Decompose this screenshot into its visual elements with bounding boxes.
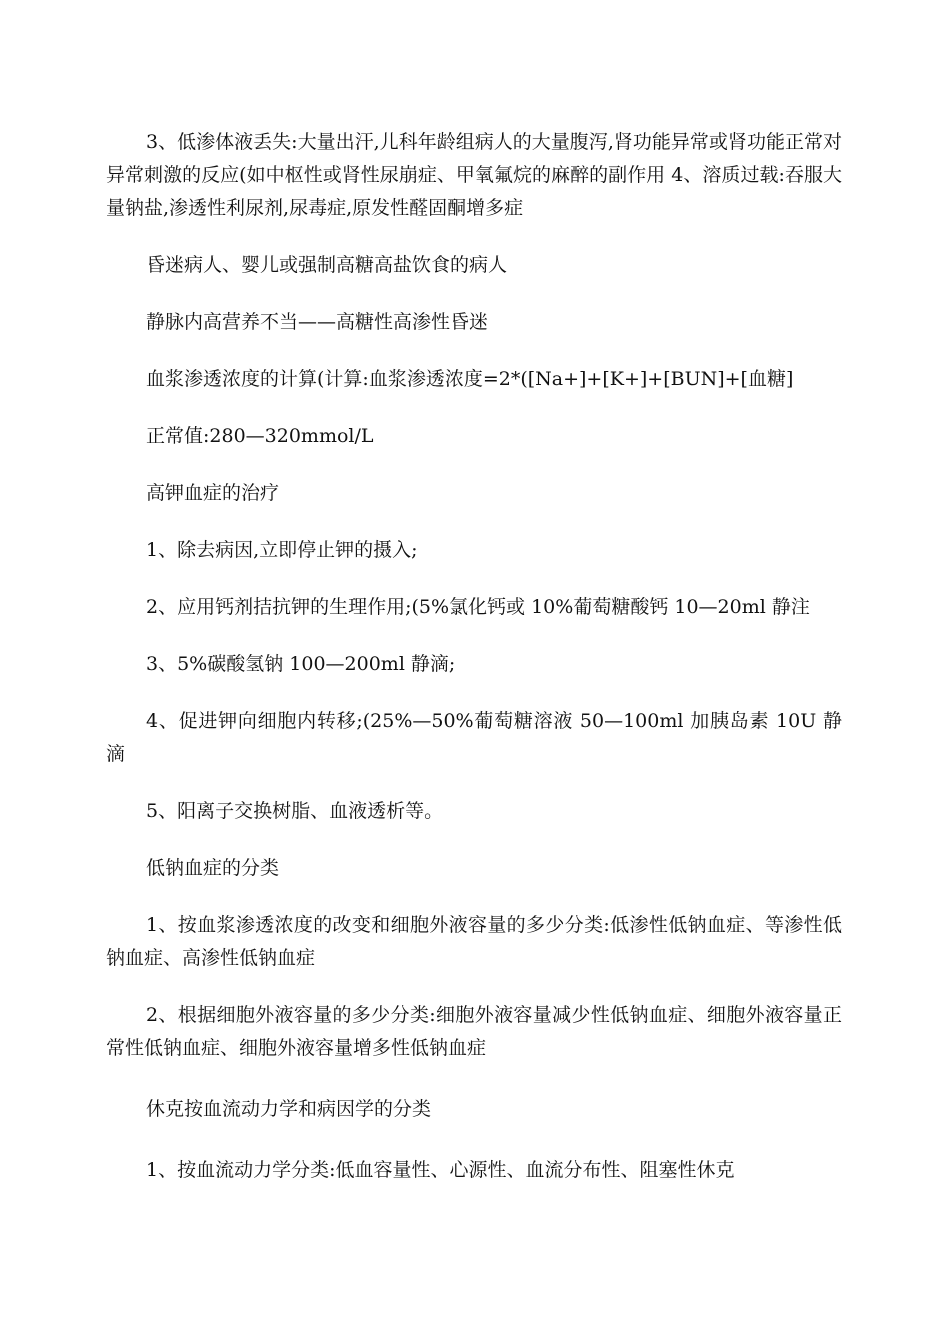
list-item-classification-1: 1、按血浆渗透浓度的改变和细胞外液容量的多少分类:低渗性低钠血症、等渗性低钠血症、高渗性低钠血症	[106, 914, 842, 969]
paragraph-normal-value: 正常值:280—320mmol/L	[146, 425, 374, 447]
list-item-treatment-2: 2、应用钙剂拮抗钾的生理作用;(5%氯化钙或 10%葡萄糖酸钙 10—20ml 静注	[146, 596, 810, 618]
list-item-treatment-4: 4、促进钾向细胞内转移;(25%—50%葡萄糖溶液 50—100ml 加胰岛素 10U 静滴	[106, 710, 842, 765]
heading-hyperkalemia-treatment: 高钾血症的治疗	[146, 482, 280, 504]
paragraph-iv-nutrition: 静脉内高营养不当——高糖性高渗性昏迷	[146, 311, 489, 333]
heading-shock-classification: 休克按血流动力学和病因学的分类	[146, 1098, 432, 1120]
list-item-treatment-1: 1、除去病因,立即停止钾的摄入;	[146, 539, 418, 561]
list-item-treatment-3: 3、5%碳酸氢钠 100—200ml 静滴;	[146, 653, 456, 675]
document-page	[106, 126, 842, 1187]
heading-hyponatremia-classification: 低钠血症的分类	[146, 857, 280, 879]
paragraph-osmolality-formula: 血浆渗透浓度的计算(计算:血浆渗透浓度=2*([Na+]+[K+]+[BUN]+[血糖]	[146, 368, 794, 390]
list-item-classification-2: 2、根据细胞外液容量的多少分类:细胞外液容量减少性低钠血症、细胞外液容量正常性低钠血症、细胞外液容量增多性低钠血症	[106, 1004, 842, 1059]
list-item-treatment-5: 5、阳离子交换树脂、血液透析等。	[146, 800, 444, 822]
paragraph-coma-patients: 昏迷病人、婴儿或强制高糖高盐饮食的病人	[146, 254, 508, 276]
paragraph-hypotonic-fluid-loss: 3、低渗体液丢失:大量出汗,儿科年龄组病人的大量腹泻,肾功能异常或肾功能正常对异常刺激的反应(如中枢性或肾性尿崩症、甲氧氟烷的麻醉的副作用 4、溶质过载:吞服大量钠盐,渗透性利尿剂,尿毒症,原发性醛固酮增多症	[106, 131, 842, 219]
list-item-shock-1: 1、按血流动力学分类:低血容量性、心源性、血流分布性、阻塞性休克	[146, 1159, 735, 1181]
